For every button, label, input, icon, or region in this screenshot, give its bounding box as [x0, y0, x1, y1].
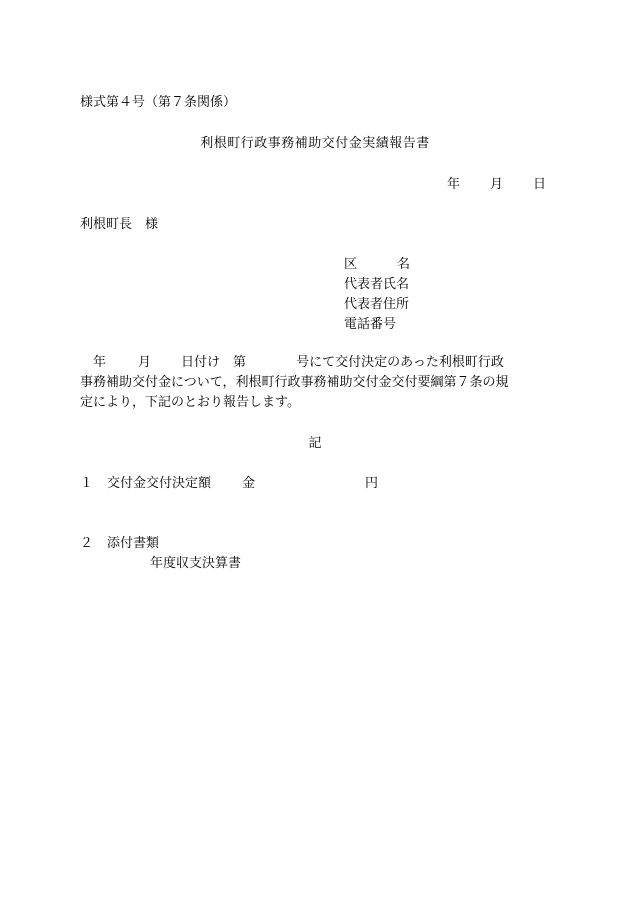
item-2 [80, 537, 159, 550]
body-year: 年 [93, 355, 107, 370]
addressee [80, 218, 158, 231]
item-2-label: 添付書類 [107, 536, 160, 551]
item-1-number: １ [80, 476, 94, 491]
item-1 [80, 477, 378, 490]
body-day: 日付け [181, 355, 221, 370]
date-line [447, 178, 546, 191]
item-1-label: 交付金交付決定額 [107, 476, 212, 491]
applicant-block [344, 258, 410, 338]
body-line1-rest: 号にて交付決定のあった利根町行政 [296, 355, 504, 370]
body-line-1 [80, 353, 550, 373]
district-label-2: 名 [396, 257, 410, 272]
applicant-representative-address: 代表者住所 [344, 297, 410, 312]
item-1-kin: 金 [242, 476, 256, 491]
form-number: 様式第４号（第７条関係） [80, 95, 237, 110]
date-year: 年 [447, 177, 461, 192]
item-1-yen: 円 [365, 476, 379, 491]
date-day: 日 [533, 177, 547, 192]
applicant-phone-number: 電話番号 [344, 317, 397, 332]
body-month: 月 [138, 355, 152, 370]
district-label-1: 区 [344, 257, 358, 272]
addressee-honorific: 様 [145, 217, 159, 232]
body-line-3: 定により，下記のとおり報告します。 [80, 395, 300, 410]
item-2-number: ２ [80, 536, 94, 551]
document-title: 利根町行政事務補助交付金実績報告書 [200, 136, 430, 151]
ki-heading: 記 [308, 436, 322, 451]
item-2-sub: 年度収支決算書 [150, 556, 242, 571]
body-paragraph [80, 353, 550, 413]
body-line-2: 事務補助交付金について，利根町行政事務補助交付金交付要綱第７条の規 [80, 375, 509, 390]
body-no: 第 [233, 355, 247, 370]
applicant-representative-name: 代表者氏名 [344, 277, 410, 292]
date-month: 月 [490, 177, 504, 192]
addressee-name: 利根町長 [80, 217, 133, 232]
applicant-district-row [344, 258, 410, 278]
